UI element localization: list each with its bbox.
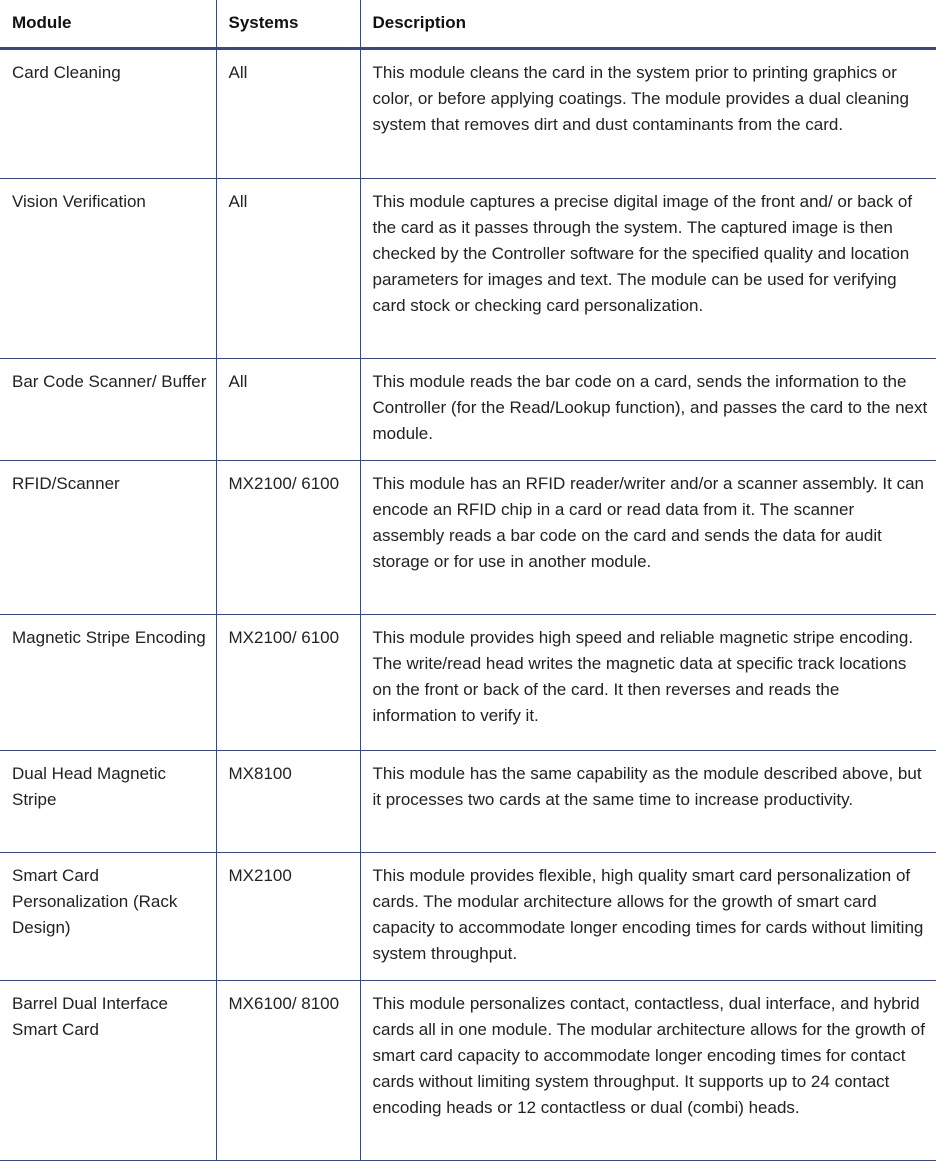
module-cell: Barrel Dual Interface Smart Card (0, 980, 216, 1160)
module-cell: Dual Head Magnetic Stripe (0, 750, 216, 852)
systems-cell: MX2100 (216, 852, 360, 980)
table-row (0, 614, 936, 750)
description-cell: This module has the same capability as the module described above, but it processes two cards at the same time to increase productivity. (360, 750, 936, 852)
systems-cell: All (216, 48, 360, 178)
systems-cell: MX2100/ 6100 (216, 460, 360, 614)
description-cell: This module provides high speed and reliable magnetic stripe encoding. The write/read head writes the magnetic data at specific track locations on the front or back of the card. It then reverses and reads the information to verify it. (360, 614, 936, 750)
description-cell: This module provides flexible, high quality smart card personalization of cards. The modular architecture allows for the growth of smart card capacity to accommodate longer encoding times for cards without limiting system throughput. (360, 852, 936, 980)
header-systems: Systems (216, 0, 360, 48)
table-row (0, 980, 936, 1160)
module-cell: RFID/Scanner (0, 460, 216, 614)
table-row (0, 178, 936, 358)
module-cell: Vision Verification (0, 178, 216, 358)
description-cell: This module captures a precise digital image of the front and/ or back of the card as it passes through the system. The captured image is then checked by the Controller software for the specified quality and location parameters for images and text. The module can be used for verifying card stock or checking card personalization. (360, 178, 936, 358)
description-cell: This module personalizes contact, contactless, dual interface, and hybrid cards all in one module. The modular architecture allows for the growth of smart card capacity to accommodate longer encoding times for contact cards without limiting system throughput. It supports up to 24 contact encoding heads or 12 contactless or dual (combi) heads. (360, 980, 936, 1160)
description-cell: This module cleans the card in the system prior to printing graphics or color, or before applying coatings. The module provides a dual cleaning system that removes dirt and dust contaminants from the card. (360, 48, 936, 178)
table-header (0, 0, 936, 48)
table-row (0, 358, 936, 460)
table-row (0, 48, 936, 178)
module-cell: Smart Card Personalization (Rack Design) (0, 852, 216, 980)
systems-cell: MX6100/ 8100 (216, 980, 360, 1160)
table-row (0, 852, 936, 980)
header-row (0, 0, 936, 48)
table-row (0, 460, 936, 614)
description-cell: This module has an RFID reader/writer and/or a scanner assembly. It can encode an RFID chip in a card or read data from it. The scanner assembly reads a bar code on the card and sends the data for audit storage or for use in another module. (360, 460, 936, 614)
table-row (0, 750, 936, 852)
systems-cell: All (216, 178, 360, 358)
systems-cell: All (216, 358, 360, 460)
header-description: Description (360, 0, 936, 48)
module-cell: Bar Code Scanner/ Buffer (0, 358, 216, 460)
systems-cell: MX8100 (216, 750, 360, 852)
systems-cell: MX2100/ 6100 (216, 614, 360, 750)
table-body (0, 48, 936, 1160)
module-cell: Magnetic Stripe Encoding (0, 614, 216, 750)
description-cell: This module reads the bar code on a card, sends the information to the Controller (for the Read/Lookup function), and passes the card to the next module. (360, 358, 936, 460)
module-cell: Card Cleaning (0, 48, 216, 178)
header-module: Module (0, 0, 216, 48)
